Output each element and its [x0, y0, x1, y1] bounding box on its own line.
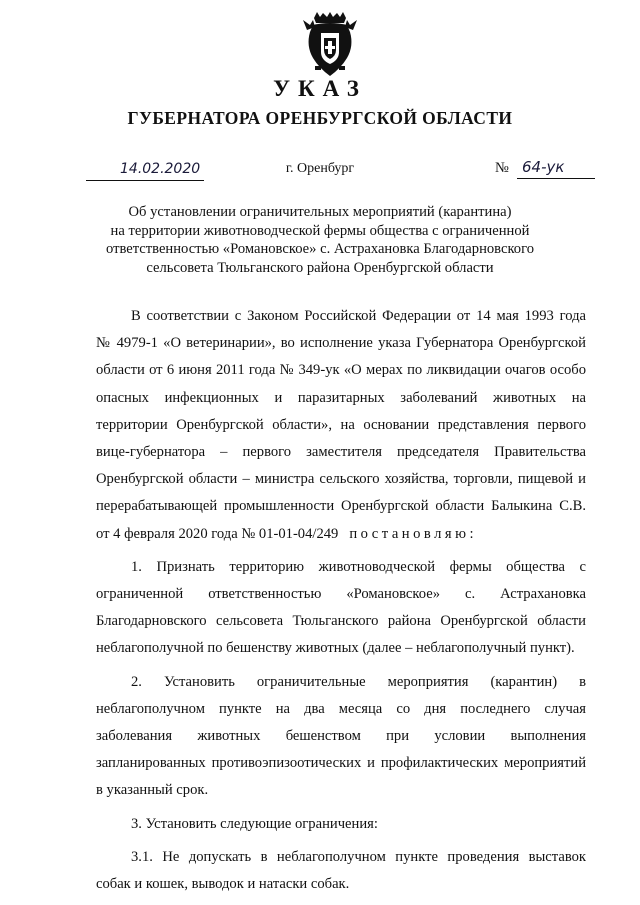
item-paragraph — [96, 811, 586, 838]
text-line: запланированных противоэпизоотических и профилактических мероприятий — [96, 755, 586, 772]
text-line: перерабатывающей промышленности Оренбургской области Балыкина С.В. — [96, 498, 586, 515]
text-line: 2. Установить ограничительные мероприятия (карантин) в — [131, 673, 586, 690]
text-line: 1. Признать территорию животноводческой фермы общества с — [131, 558, 586, 575]
text-line: неблагополучной по бешенству животных (далее – неблагополучный пункт). — [96, 640, 575, 657]
handwritten-date: 14.02.2020 — [120, 161, 201, 177]
heading-line: на территории животноводческой фермы общества с ограниченной — [110, 222, 530, 239]
text-line: 3. Установить следующие ограничения: — [131, 815, 378, 832]
text-line: неблагополучном пункте на два месяца со дня последнего случая — [96, 700, 586, 717]
city-label: г. Оренбург — [285, 161, 355, 176]
text-line: в указанный срок. — [96, 782, 209, 799]
text-line: В соответствии с Законом Российской Федерации от 14 мая 1993 года — [131, 308, 586, 324]
text-line: № 4979-1 «О ветеринарии», во исполнение указа Губернатора Оренбургской — [96, 335, 586, 352]
heading-line: сельсовета Тюльганского района Оренбургской области — [146, 259, 494, 276]
item-paragraph — [96, 554, 586, 663]
text-line: территории Оренбургской области», на основании представления первого — [96, 416, 586, 433]
text-line: Оренбургской области – министра сельского хозяйства, торговли, пищевой и — [96, 471, 586, 488]
document-body — [96, 303, 586, 898]
text-line: собак и кошек, выводок и натаски собак. — [96, 876, 350, 893]
document-subtitle: ГУБЕРНАТОРА ОРЕНБУРГСКОЙ ОБЛАСТИ — [127, 108, 513, 128]
text-line: опасных инфекционных и паразитарных заболеваний животных на — [96, 389, 586, 406]
number-sign: № — [495, 160, 509, 176]
handwritten-number: 64-ук — [522, 158, 565, 176]
coat-of-arms-emblem — [301, 12, 359, 78]
text-line: заболевания животных бешенством при условии выполнения — [96, 728, 586, 745]
document-title: УКАЗ — [273, 76, 367, 101]
text-line: ограниченной ответственностью «Романовское» с. Астрахановка — [96, 586, 586, 603]
item-paragraph — [96, 669, 586, 805]
item-paragraph — [96, 844, 586, 898]
text-line: Благодарновского сельсовета Тюльганского района Оренбургской области — [96, 613, 586, 630]
text-line: вице-губернатора – первого заместителя председателя Правительства — [96, 444, 586, 461]
decree-word: постановляю: — [349, 525, 478, 542]
text-line: 3.1. Не допускать в неблагополучном пункте проведения выставок — [131, 848, 586, 865]
document-heading — [100, 203, 540, 277]
text-line: области от 6 июня 2011 года № 349-ук «О мерах по ликвидации очагов особо — [96, 362, 586, 379]
number-underline — [517, 178, 595, 179]
order-reference: от 4 февраля 2020 года № 01-01-04/249 — [96, 525, 339, 542]
heading-line: Об установлении ограничительных мероприятий (карантина) — [128, 204, 512, 220]
heading-line: ответственностью «Романовское» с. Астрахановка Благодарновского — [105, 241, 535, 257]
text-line — [96, 521, 586, 548]
number-field — [495, 159, 595, 179]
preamble-paragraph — [96, 303, 586, 548]
